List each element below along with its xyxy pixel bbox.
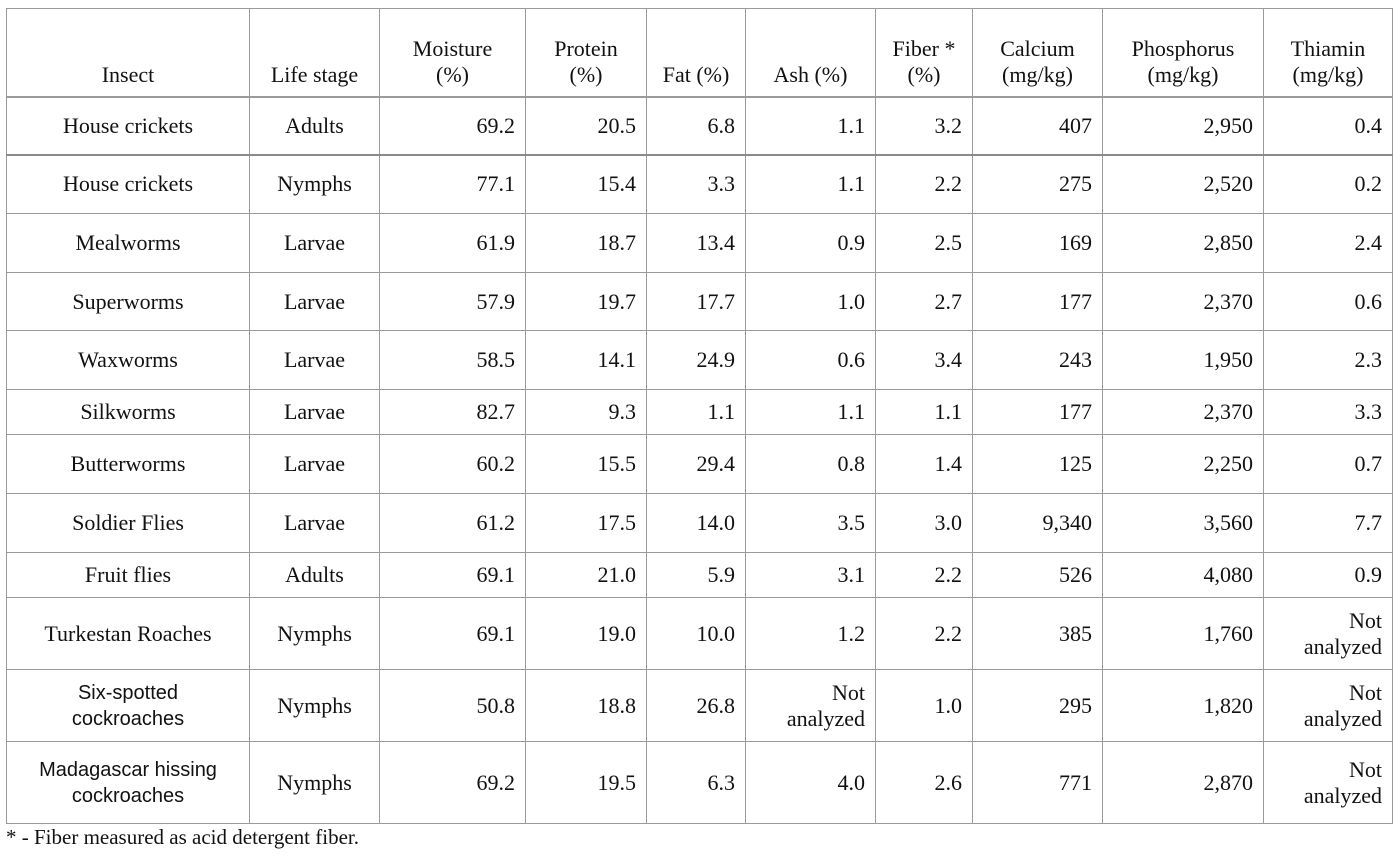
cell-phosphorus (1103, 273, 1264, 331)
cell-fiber-text: 2.2 (934, 171, 962, 197)
cell-calcium (973, 494, 1103, 553)
cell-protein (526, 598, 647, 670)
cell-phosphorus-text: 1,950 (1203, 347, 1253, 372)
cell-moisture (380, 742, 526, 824)
cell-protein-text: 14.1 (597, 347, 636, 372)
cell-phosphorus-text: 2,370 (1203, 399, 1253, 424)
cell-phosphorus-text: 2,870 (1203, 769, 1253, 795)
cell-fiber (876, 214, 973, 273)
table-row (7, 155, 1393, 214)
cell-insect-text: House crickets (62, 112, 194, 138)
cell-protein (526, 155, 647, 214)
cell-fat-text: 3.3 (707, 171, 735, 197)
cell-fat (647, 273, 746, 331)
cell-life-stage-text: Larvae (283, 288, 346, 314)
cell-thiamin-text: analyzed (1303, 633, 1382, 659)
cell-ash (746, 331, 876, 390)
cell-calcium-text: 9,340 (1042, 510, 1092, 535)
cell-protein-text: 19.7 (597, 288, 636, 314)
cell-fat-text: 17.7 (696, 288, 735, 314)
cell-protein-text: 19.0 (597, 620, 636, 646)
cell-thiamin (1264, 598, 1393, 670)
cell-ash (746, 742, 876, 824)
table-row (7, 273, 1393, 331)
cell-thiamin (1264, 670, 1393, 742)
header-calcium: Calcium (mg/kg) (973, 9, 1103, 97)
cell-life-stage-text: Nymphs (277, 692, 352, 718)
cell-calcium-text: 526 (1059, 562, 1092, 587)
cell-calcium-text: 407 (1059, 112, 1092, 138)
header-ash: Ash (%) (746, 9, 876, 97)
cell-fat-text: 6.8 (707, 112, 735, 138)
cell-thiamin-text: Not (1349, 679, 1382, 705)
cell-calcium-text: 177 (1059, 288, 1092, 314)
cell-fat-text: 1.1 (707, 399, 735, 424)
cell-moisture-text: 69.1 (476, 562, 515, 587)
cell-calcium (973, 390, 1103, 435)
cell-moisture (380, 598, 526, 670)
cell-protein (526, 742, 647, 824)
cell-thiamin-text: 0.4 (1354, 112, 1382, 138)
cell-moisture-text: 50.8 (476, 692, 515, 718)
cell-insect (7, 435, 250, 494)
table-row (7, 670, 1393, 742)
cell-fat (647, 742, 746, 824)
cell-calcium (973, 742, 1103, 824)
cell-life-stage-text: Nymphs (277, 769, 352, 795)
cell-ash-text: 1.1 (837, 399, 865, 424)
cell-calcium (973, 97, 1103, 155)
cell-fiber (876, 97, 973, 155)
cell-fiber (876, 494, 973, 553)
cell-life-stage (250, 553, 380, 598)
cell-protein (526, 273, 647, 331)
cell-fiber-text: 3.2 (934, 112, 962, 138)
cell-protein (526, 97, 647, 155)
cell-calcium-text: 169 (1059, 230, 1092, 255)
cell-ash (746, 214, 876, 273)
cell-fiber (876, 742, 973, 824)
cell-thiamin (1264, 494, 1393, 553)
cell-ash (746, 97, 876, 155)
cell-thiamin (1264, 553, 1393, 598)
cell-moisture-text: 69.2 (476, 112, 515, 138)
cell-ash-text: 0.9 (837, 230, 865, 255)
table-row (7, 97, 1393, 155)
cell-insect (7, 331, 250, 390)
cell-phosphorus-text: 2,520 (1203, 171, 1253, 197)
cell-protein-text: 18.8 (597, 692, 636, 718)
cell-fat (647, 494, 746, 553)
cell-insect (7, 742, 250, 824)
cell-fiber (876, 598, 973, 670)
cell-moisture (380, 214, 526, 273)
cell-thiamin (1264, 435, 1393, 494)
cell-life-stage-text: Larvae (283, 510, 346, 535)
cell-calcium-text: 275 (1059, 171, 1092, 197)
header-moisture: Moisture (%) (380, 9, 526, 97)
cell-ash (746, 155, 876, 214)
cell-phosphorus (1103, 97, 1264, 155)
cell-calcium (973, 331, 1103, 390)
cell-calcium-text: 385 (1059, 620, 1092, 646)
cell-fiber (876, 331, 973, 390)
cell-fat (647, 390, 746, 435)
cell-insect-text: Butterworms (70, 451, 186, 476)
table-row (7, 435, 1393, 494)
cell-fat (647, 331, 746, 390)
cell-protein-text: 19.5 (597, 769, 636, 795)
cell-fiber (876, 553, 973, 598)
cell-moisture (380, 494, 526, 553)
cell-ash (746, 435, 876, 494)
cell-thiamin (1264, 273, 1393, 331)
cell-thiamin-text: 2.4 (1354, 230, 1382, 255)
cell-calcium-text: 243 (1059, 347, 1092, 372)
header-protein: Protein (%) (526, 9, 647, 97)
cell-life-stage (250, 670, 380, 742)
cell-fiber (876, 390, 973, 435)
cell-moisture (380, 155, 526, 214)
cell-thiamin-text: 7.7 (1354, 510, 1382, 535)
cell-insect (7, 553, 250, 598)
cell-moisture (380, 553, 526, 598)
cell-protein-text: 17.5 (597, 510, 636, 535)
cell-life-stage (250, 390, 380, 435)
cell-life-stage (250, 214, 380, 273)
cell-ash (746, 494, 876, 553)
table-row (7, 331, 1393, 390)
cell-life-stage-text: Nymphs (277, 171, 352, 197)
cell-thiamin-text: 3.3 (1354, 399, 1382, 424)
cell-ash (746, 553, 876, 598)
table-row (7, 742, 1393, 824)
cell-moisture-text: 60.2 (476, 451, 515, 476)
cell-thiamin-text: analyzed (1303, 782, 1382, 808)
cell-insect (7, 670, 250, 742)
cell-ash (746, 273, 876, 331)
cell-ash (746, 390, 876, 435)
cell-moisture-text: 57.9 (476, 288, 515, 314)
cell-protein (526, 331, 647, 390)
cell-fat (647, 598, 746, 670)
cell-ash-text: 1.0 (837, 288, 865, 314)
cell-phosphorus (1103, 390, 1264, 435)
cell-protein-text: 21.0 (597, 562, 636, 587)
cell-insect-text: Turkestan Roaches (44, 620, 212, 646)
cell-protein-text: 15.5 (597, 451, 636, 476)
cell-insect-text: Six-spotted (77, 681, 179, 704)
cell-fat-text: 10.0 (696, 620, 735, 646)
cell-thiamin-text: Not (1349, 756, 1382, 782)
cell-fiber-text: 3.4 (934, 347, 962, 372)
cell-insect (7, 494, 250, 553)
header-insect: Insect (7, 9, 250, 97)
cell-insect-text: Fruit flies (84, 562, 172, 587)
cell-insect (7, 598, 250, 670)
cell-life-stage (250, 742, 380, 824)
cell-insect (7, 390, 250, 435)
cell-protein (526, 670, 647, 742)
header-thiamin: Thiamin (mg/kg) (1264, 9, 1393, 97)
cell-thiamin-text: analyzed (1303, 705, 1382, 731)
cell-fiber-text: 3.0 (934, 510, 962, 535)
cell-calcium-text: 177 (1059, 399, 1092, 424)
cell-moisture-text: 61.2 (476, 510, 515, 535)
cell-moisture-text: 69.2 (476, 769, 515, 795)
cell-insect-text: Silkworms (80, 399, 176, 424)
cell-fat (647, 553, 746, 598)
cell-life-stage (250, 331, 380, 390)
cell-life-stage-text: Larvae (283, 347, 346, 372)
cell-ash-text: 1.1 (837, 171, 865, 197)
cell-fiber-text: 1.1 (934, 399, 962, 424)
cell-fiber-text: 2.5 (934, 230, 962, 255)
cell-fiber (876, 670, 973, 742)
cell-protein-text: 15.4 (597, 171, 636, 197)
cell-life-stage-text: Nymphs (277, 620, 352, 646)
cell-life-stage-text: Adults (285, 112, 344, 138)
cell-insect-text: Madagascar hissing (39, 758, 217, 781)
header-row (7, 9, 1393, 97)
cell-fiber (876, 273, 973, 331)
cell-calcium (973, 670, 1103, 742)
cell-fiber-text: 2.2 (934, 562, 962, 587)
cell-life-stage-text: Larvae (283, 451, 346, 476)
cell-life-stage (250, 97, 380, 155)
cell-fat-text: 6.3 (707, 769, 735, 795)
cell-thiamin (1264, 331, 1393, 390)
cell-fat-text: 13.4 (696, 230, 735, 255)
cell-moisture (380, 390, 526, 435)
cell-phosphorus (1103, 155, 1264, 214)
cell-ash-text: Not (832, 679, 865, 705)
cell-fiber-text: 1.0 (934, 692, 962, 718)
cell-fat (647, 670, 746, 742)
cell-moisture-text: 82.7 (476, 399, 515, 424)
cell-insect (7, 273, 250, 331)
table-row (7, 553, 1393, 598)
cell-phosphorus-text: 1,820 (1203, 692, 1253, 718)
cell-protein-text: 9.3 (608, 399, 636, 424)
cell-ash-text: 4.0 (837, 769, 865, 795)
header-fat: Fat (%) (647, 9, 746, 97)
cell-protein-text: 18.7 (597, 230, 636, 255)
cell-moisture-text: 58.5 (476, 347, 515, 372)
cell-thiamin-text: 0.9 (1354, 562, 1382, 587)
cell-protein (526, 390, 647, 435)
cell-fat-text: 14.0 (696, 510, 735, 535)
cell-protein (526, 214, 647, 273)
cell-insect-text: cockroaches (71, 707, 185, 730)
cell-fat (647, 214, 746, 273)
cell-insect-text: Soldier Flies (72, 510, 184, 535)
cell-moisture (380, 331, 526, 390)
table-row (7, 214, 1393, 273)
cell-fiber (876, 435, 973, 494)
cell-ash-text: 1.1 (837, 112, 865, 138)
table-row (7, 494, 1393, 553)
cell-calcium (973, 435, 1103, 494)
cell-life-stage (250, 494, 380, 553)
cell-life-stage (250, 598, 380, 670)
cell-phosphorus-text: 2,850 (1203, 230, 1253, 255)
cell-thiamin-text: 2.3 (1354, 347, 1382, 372)
cell-moisture (380, 435, 526, 494)
cell-protein (526, 553, 647, 598)
cell-phosphorus-text: 2,370 (1203, 288, 1253, 314)
cell-phosphorus (1103, 670, 1264, 742)
cell-phosphorus (1103, 214, 1264, 273)
cell-insect-text: House crickets (62, 171, 194, 197)
header-fiber: Fiber * (%) (876, 9, 973, 97)
cell-fat (647, 155, 746, 214)
cell-fat-text: 24.9 (696, 347, 735, 372)
cell-thiamin-text: 0.2 (1354, 171, 1382, 197)
cell-calcium-text: 771 (1059, 769, 1092, 795)
cell-life-stage (250, 435, 380, 494)
cell-fiber-text: 1.4 (934, 451, 962, 476)
cell-protein (526, 494, 647, 553)
cell-thiamin (1264, 742, 1393, 824)
cell-thiamin-text: 0.7 (1354, 451, 1382, 476)
cell-fat (647, 435, 746, 494)
cell-life-stage-text: Adults (285, 562, 344, 587)
cell-ash-text: 0.8 (837, 451, 865, 476)
cell-fat-text: 29.4 (696, 451, 735, 476)
cell-fat-text: 26.8 (696, 692, 735, 718)
cell-ash-text: 3.1 (837, 562, 865, 587)
header-life-stage: Life stage (250, 9, 380, 97)
cell-insect (7, 97, 250, 155)
cell-life-stage (250, 155, 380, 214)
cell-moisture (380, 670, 526, 742)
cell-thiamin-text: 0.6 (1354, 288, 1382, 314)
cell-calcium (973, 273, 1103, 331)
cell-calcium (973, 214, 1103, 273)
cell-life-stage-text: Larvae (283, 230, 346, 255)
cell-thiamin (1264, 97, 1393, 155)
cell-ash-text: 0.6 (837, 347, 865, 372)
cell-insect (7, 214, 250, 273)
cell-phosphorus (1103, 494, 1264, 553)
cell-calcium (973, 598, 1103, 670)
cell-protein (526, 435, 647, 494)
cell-insect-text: Waxworms (78, 347, 178, 372)
cell-thiamin-text: Not (1349, 607, 1382, 633)
cell-phosphorus (1103, 553, 1264, 598)
cell-phosphorus-text: 2,250 (1203, 451, 1253, 476)
cell-fiber-text: 2.6 (934, 769, 962, 795)
cell-life-stage-text: Larvae (283, 399, 346, 424)
cell-thiamin (1264, 214, 1393, 273)
cell-ash (746, 598, 876, 670)
cell-moisture (380, 273, 526, 331)
cell-fiber (876, 155, 973, 214)
cell-ash-text: analyzed (786, 705, 865, 731)
cell-thiamin (1264, 155, 1393, 214)
cell-moisture-text: 61.9 (476, 230, 515, 255)
cell-phosphorus (1103, 598, 1264, 670)
cell-moisture-text: 77.1 (476, 171, 515, 197)
table-row (7, 390, 1393, 435)
cell-ash (746, 670, 876, 742)
cell-ash-text: 3.5 (837, 510, 865, 535)
cell-insect-text: Mealworms (75, 230, 181, 255)
cell-moisture (380, 97, 526, 155)
table-row (7, 598, 1393, 670)
cell-insect (7, 155, 250, 214)
cell-moisture-text: 69.1 (476, 620, 515, 646)
cell-calcium-text: 125 (1059, 451, 1092, 476)
cell-phosphorus-text: 4,080 (1203, 562, 1253, 587)
cell-phosphorus (1103, 435, 1264, 494)
header-phosphorus: Phosphorus (mg/kg) (1103, 9, 1264, 97)
cell-insect-text: Superworms (72, 288, 184, 314)
cell-calcium (973, 155, 1103, 214)
cell-fat-text: 5.9 (707, 562, 735, 587)
cell-protein-text: 20.5 (597, 112, 636, 138)
cell-life-stage (250, 273, 380, 331)
cell-calcium (973, 553, 1103, 598)
cell-phosphorus-text: 3,560 (1203, 510, 1253, 535)
nutrition-table (6, 8, 1393, 824)
cell-fat (647, 97, 746, 155)
cell-calcium-text: 295 (1059, 692, 1092, 718)
footnote: * - Fiber measured as acid detergent fiber. (6, 825, 359, 849)
cell-phosphorus-text: 1,760 (1203, 620, 1253, 646)
cell-fiber-text: 2.2 (934, 620, 962, 646)
cell-ash-text: 1.2 (837, 620, 865, 646)
cell-thiamin (1264, 390, 1393, 435)
cell-phosphorus (1103, 331, 1264, 390)
cell-phosphorus (1103, 742, 1264, 824)
cell-insect-text: cockroaches (71, 784, 185, 807)
cell-fiber-text: 2.7 (934, 288, 962, 314)
cell-phosphorus-text: 2,950 (1203, 112, 1253, 138)
